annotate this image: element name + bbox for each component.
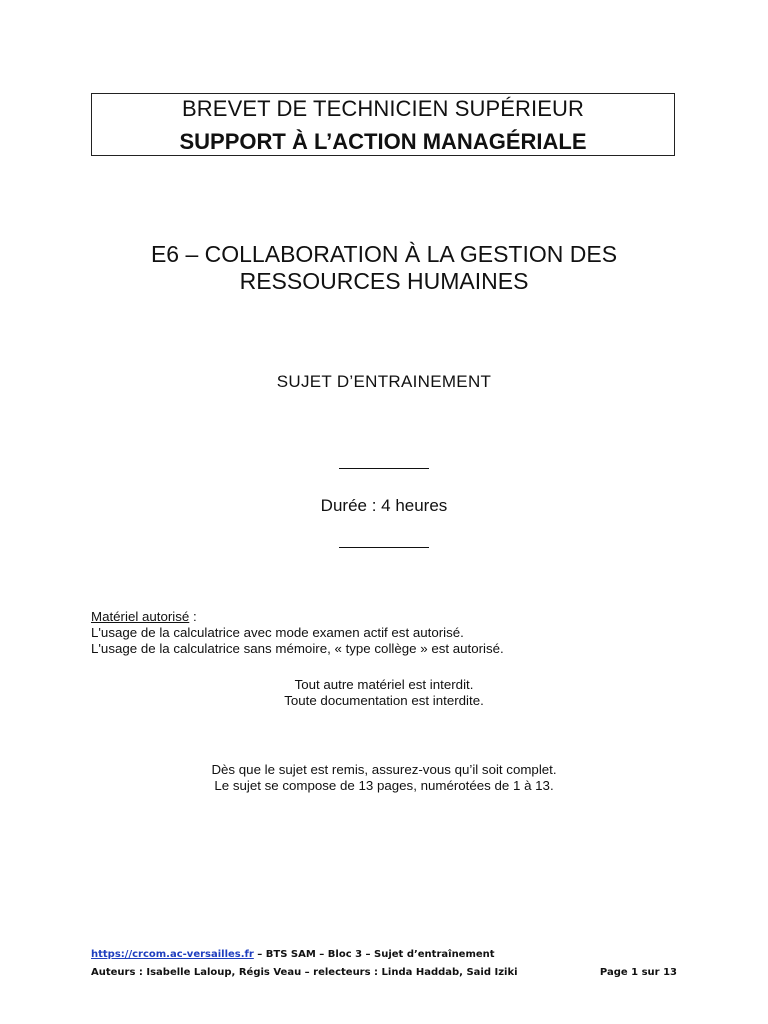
footer-authors: Auteurs : Isabelle Laloup, Régis Veau – relecteurs : Linda Haddab, Said Iziki — [91, 967, 518, 978]
materials-line1: L'usage de la calculatrice avec mode examen actif est autorisé. — [91, 625, 464, 640]
diploma-specialty: SUPPORT À L’ACTION MANAGÉRIALE — [179, 129, 587, 154]
forbidden-notice — [0, 677, 768, 709]
authorized-materials — [91, 609, 691, 657]
completeness-line1: Dès que le sujet est remis, assurez-vous qu’il soit complet. — [211, 762, 557, 777]
materials-heading-suffix: : — [189, 609, 197, 624]
duration: Durée : 4 heures — [320, 496, 448, 515]
divider-top — [339, 468, 429, 469]
divider-bottom — [339, 547, 429, 548]
completeness-line2: Le sujet se compose de 13 pages, numérotées de 1 à 13. — [214, 778, 554, 793]
forbidden-line1: Tout autre matériel est interdit. — [294, 677, 474, 692]
page-number: Page 1 sur 13 — [599, 967, 677, 978]
exam-title — [60, 241, 708, 295]
materials-heading: Matériel autorisé — [91, 609, 190, 624]
forbidden-line2: Toute documentation est interdite. — [284, 693, 484, 708]
exam-title-line1: E6 – COLLABORATION À LA GESTION DES — [150, 241, 618, 267]
completeness-notice — [0, 762, 768, 794]
materials-line2: L'usage de la calculatrice sans mémoire, « type collège » est autorisé. — [91, 641, 504, 656]
title-box — [91, 93, 675, 156]
footer-course-label: – BTS SAM – Bloc 3 – Sujet d’entraînement — [253, 949, 495, 960]
subject-type: SUJET D’ENTRAINEMENT — [276, 372, 492, 391]
footer-source-line — [91, 947, 495, 963]
materials-heading-line — [91, 609, 691, 625]
diploma-title: BREVET DE TECHNICIEN SUPÉRIEUR — [182, 96, 584, 121]
exam-title-line2: RESSOURCES HUMAINES — [239, 268, 529, 294]
source-link[interactable]: https://crcom.ac-versailles.fr — [91, 949, 254, 960]
